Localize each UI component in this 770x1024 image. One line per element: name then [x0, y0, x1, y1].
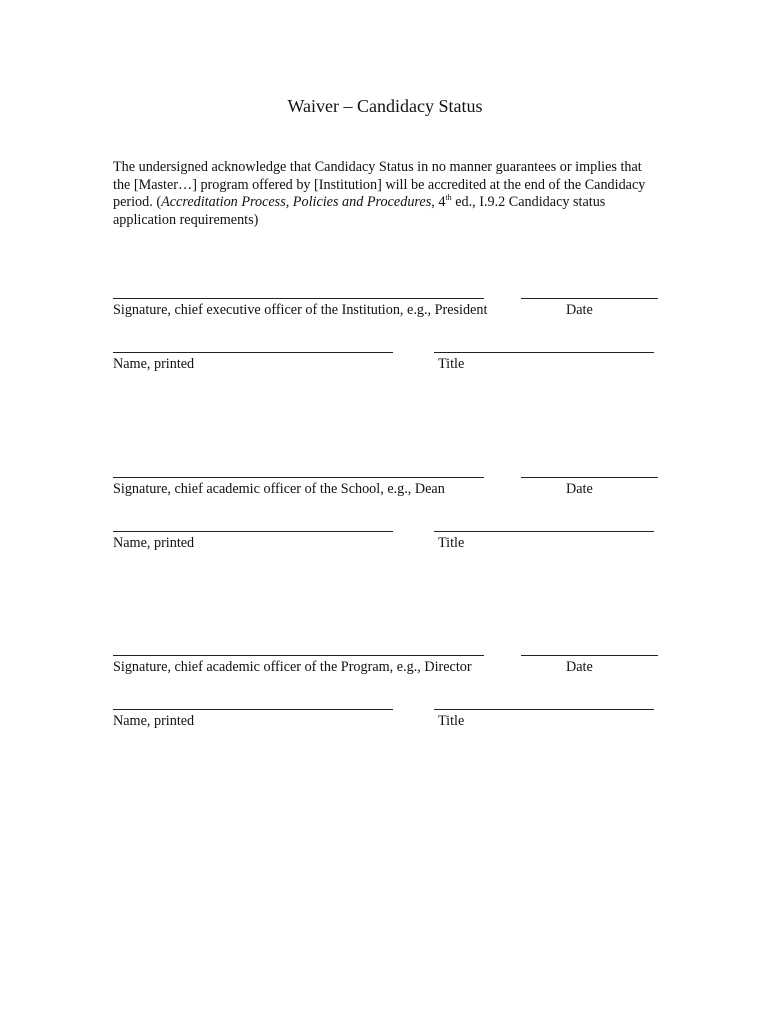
signature-line[interactable]	[113, 298, 484, 299]
name-line[interactable]	[113, 709, 393, 710]
title-line[interactable]	[434, 531, 654, 532]
date-label: Date	[566, 302, 593, 318]
paragraph-part-3: ed., I.9.2 Candidacy status application requirements)	[113, 194, 606, 229]
paragraph-part-2: , 4	[431, 194, 446, 211]
signature-line[interactable]	[113, 655, 484, 656]
paragraph-superscript: th	[445, 192, 452, 202]
name-line[interactable]	[113, 531, 393, 532]
signature-label: Signature, chief academic officer of the School, e.g., Dean	[113, 481, 445, 497]
date-line[interactable]	[521, 477, 658, 478]
signature-line[interactable]	[113, 477, 484, 478]
document-title: Waiver – Candidacy Status	[287, 96, 483, 116]
signature-label: Signature, chief executive officer of the Institution, e.g., President	[113, 302, 488, 318]
title-label: Title	[438, 356, 465, 372]
paragraph-part-1: The undersigned acknowledge that Candidacy Status in no manner guarantees or implies that the [Master…] program offered by [Institution] will be accredited at the end of the Candidacy period. (	[113, 159, 646, 211]
title-label: Title	[438, 535, 465, 551]
name-label: Name, printed	[113, 535, 195, 551]
date-label: Date	[566, 481, 593, 497]
date-label: Date	[566, 659, 593, 675]
paragraph-citation: Accreditation Process, Policies and Procedures	[161, 194, 432, 211]
name-line[interactable]	[113, 352, 393, 353]
title-line[interactable]	[434, 709, 654, 710]
waiver-paragraph	[113, 159, 661, 230]
name-label: Name, printed	[113, 356, 195, 372]
name-label: Name, printed	[113, 713, 195, 729]
title-line[interactable]	[434, 352, 654, 353]
signature-label: Signature, chief academic officer of the Program, e.g., Director	[113, 659, 472, 675]
date-line[interactable]	[521, 655, 658, 656]
date-line[interactable]	[521, 298, 658, 299]
title-label: Title	[438, 713, 465, 729]
